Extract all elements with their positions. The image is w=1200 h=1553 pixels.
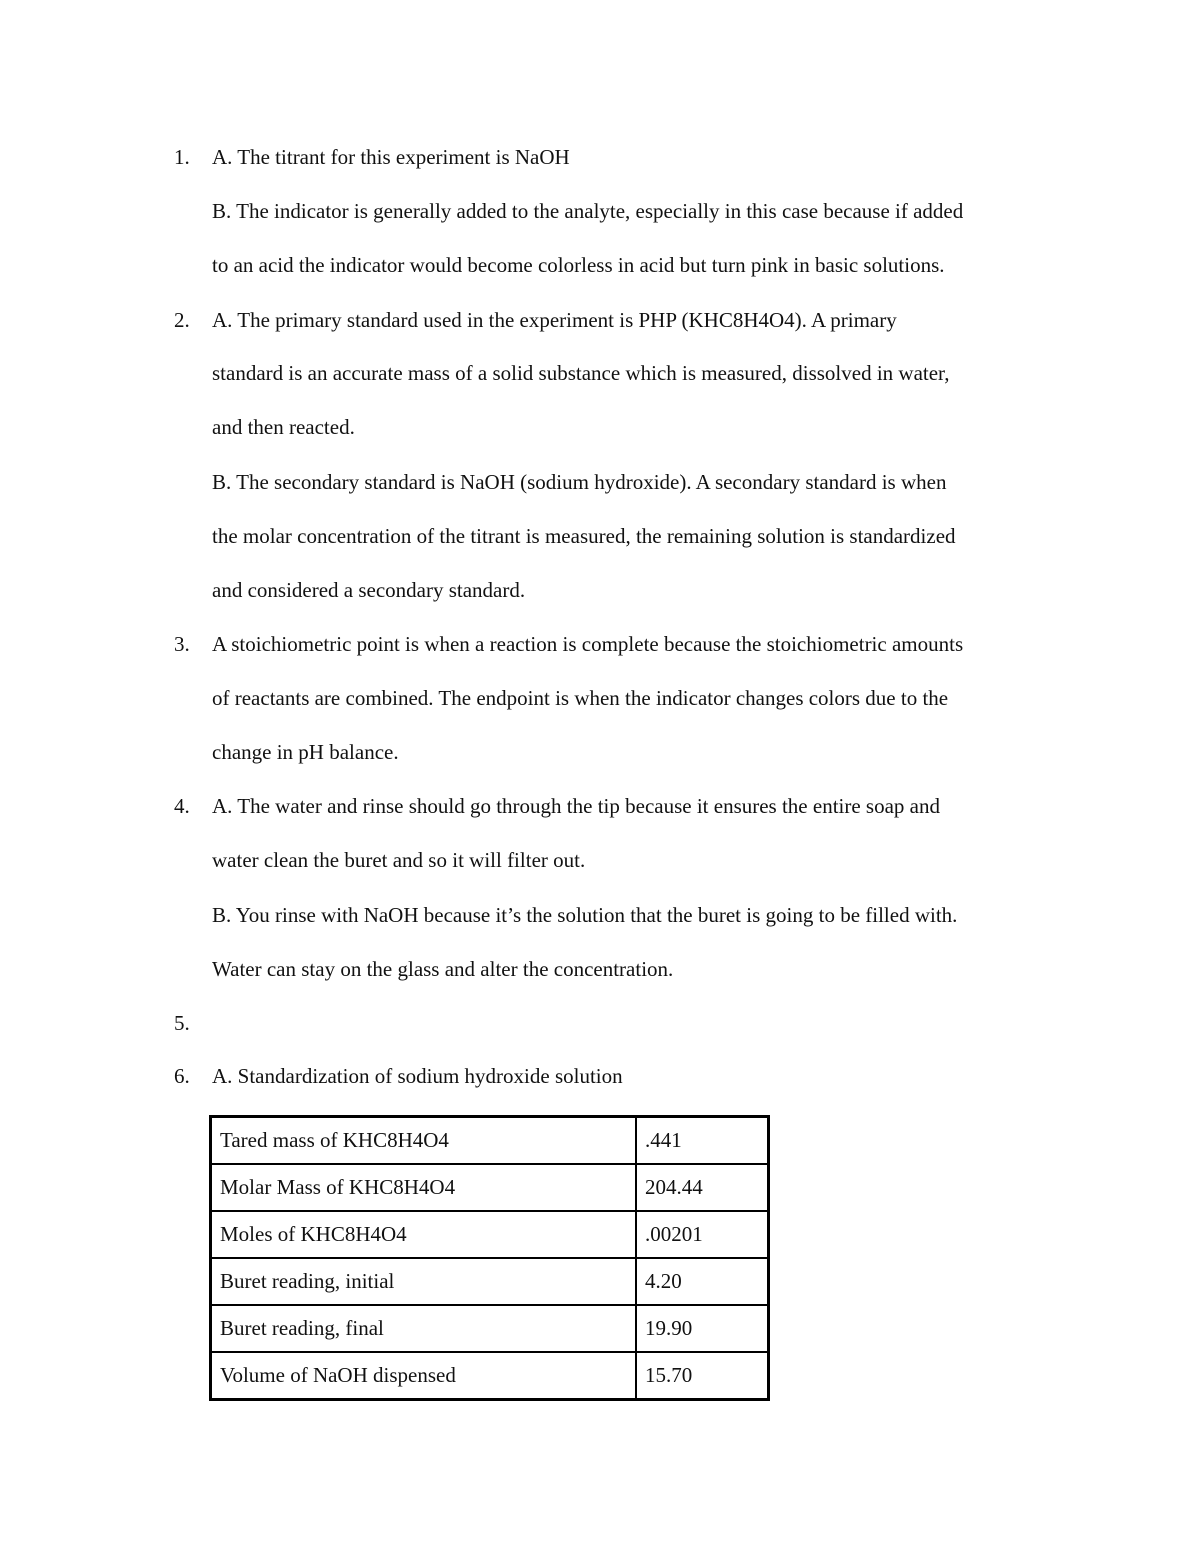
item-3-line-3: change in pH balance. — [212, 740, 399, 764]
standardization-table — [209, 1115, 770, 1401]
table-label-cell: Tared mass of KHC8H4O4 — [211, 1117, 637, 1165]
table-label-cell: Buret reading, initial — [211, 1258, 637, 1305]
table-row — [211, 1211, 769, 1258]
item-3-line-2: of reactants are combined. The endpoint is when the indicator changes colors due to the — [212, 686, 949, 710]
item-2-number: 2. — [174, 308, 190, 332]
item-6-number: 6. — [174, 1064, 190, 1088]
item-6-line-1: A. Standardization of sodium hydroxide solution — [212, 1064, 623, 1088]
table-row — [211, 1352, 769, 1400]
table-label-cell: Moles of KHC8H4O4 — [211, 1211, 637, 1258]
item-2-line-2: standard is an accurate mass of a solid substance which is measured, dissolved in water, — [212, 361, 950, 385]
item-1-line-2: B. The indicator is generally added to the analyte, especially in this case because if added — [212, 199, 964, 223]
table-value-cell: 204.44 — [636, 1164, 769, 1211]
item-3-number: 3. — [174, 632, 190, 656]
item-2-line-5: the molar concentration of the titrant is measured, the remaining solution is standardized — [212, 524, 956, 548]
item-2-line-3: and then reacted. — [212, 415, 355, 439]
table-label-cell: Volume of NaOH dispensed — [211, 1352, 637, 1400]
table-row — [211, 1117, 769, 1165]
item-2-line-4: B. The secondary standard is NaOH (sodium hydroxide). A secondary standard is when — [212, 470, 947, 494]
table-label-cell: Buret reading, final — [211, 1305, 637, 1352]
item-1-line-1: A. The titrant for this experiment is NaOH — [212, 145, 570, 169]
item-4-line-4: Water can stay on the glass and alter the concentration. — [212, 957, 674, 981]
item-4-line-1: A. The water and rinse should go through the tip because it ensures the entire soap and — [212, 794, 940, 818]
item-2-line-6: and considered a secondary standard. — [212, 578, 526, 602]
item-2-line-1: A. The primary standard used in the experiment is PHP (KHC8H4O4). A primary — [212, 308, 897, 332]
table-row — [211, 1305, 769, 1352]
item-4-line-2: water clean the buret and so it will filter out. — [212, 848, 586, 872]
item-4-line-3: B. You rinse with NaOH because it’s the solution that the buret is going to be filled with. — [212, 903, 958, 927]
item-1-number: 1. — [174, 145, 190, 169]
item-3-line-1: A stoichiometric point is when a reaction is complete because the stoichiometric amounts — [212, 632, 964, 656]
table-value-cell: 15.70 — [636, 1352, 769, 1400]
table-value-cell: .00201 — [636, 1211, 769, 1258]
table-value-cell: 4.20 — [636, 1258, 769, 1305]
table-value-cell: 19.90 — [636, 1305, 769, 1352]
table-value-cell: .441 — [636, 1117, 769, 1165]
table-label-cell: Molar Mass of KHC8H4O4 — [211, 1164, 637, 1211]
item-1-line-3: to an acid the indicator would become colorless in acid but turn pink in basic solutions. — [212, 253, 945, 277]
table-row — [211, 1258, 769, 1305]
table-row — [211, 1164, 769, 1211]
item-5-number: 5. — [174, 1011, 190, 1035]
item-4-number: 4. — [174, 794, 190, 818]
